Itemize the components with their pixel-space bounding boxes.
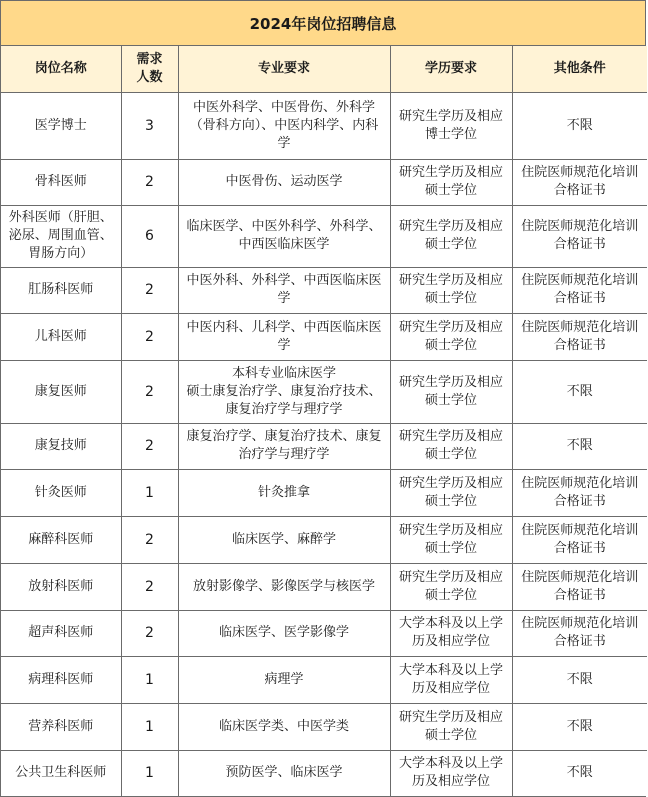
cell-education: 大学本科及以上学历及相应学位 bbox=[390, 656, 512, 703]
table-row bbox=[1, 360, 647, 423]
table-row bbox=[1, 656, 647, 703]
header-count bbox=[121, 46, 178, 92]
cell-position: 超声科医师 bbox=[1, 610, 121, 656]
cell-other: 住院医师规范化培训合格证书 bbox=[512, 610, 647, 656]
cell-other: 住院医师规范化培训合格证书 bbox=[512, 267, 647, 313]
cell-other: 不限 bbox=[512, 703, 647, 750]
cell-major: 康复治疗学、康复治疗技术、康复治疗学与理疗学 bbox=[178, 423, 390, 469]
cell-major: 中医外科学、中医骨伤、外科学（骨科方向）、中医内科学、内科学 bbox=[178, 92, 390, 159]
cell-other: 不限 bbox=[512, 423, 647, 469]
cell-major: 放射影像学、影像医学与核医学 bbox=[178, 563, 390, 610]
table-row bbox=[1, 423, 647, 469]
cell-position: 康复医师 bbox=[1, 360, 121, 423]
table-row bbox=[1, 159, 647, 205]
table-row bbox=[1, 469, 647, 516]
cell-major bbox=[178, 360, 390, 423]
cell-count: 2 bbox=[121, 610, 178, 656]
cell-count: 1 bbox=[121, 469, 178, 516]
cell-count: 2 bbox=[121, 267, 178, 313]
cell-major: 临床医学、麻醉学 bbox=[178, 516, 390, 563]
table-title: 2024年岗位招聘信息 bbox=[1, 1, 645, 46]
cell-other: 住院医师规范化培训合格证书 bbox=[512, 516, 647, 563]
cell-position: 外科医师（肝胆、泌尿、周围血管、胃肠方向） bbox=[1, 205, 121, 267]
table-row bbox=[1, 750, 647, 796]
table-row bbox=[1, 563, 647, 610]
cell-count: 1 bbox=[121, 703, 178, 750]
cell-position: 医学博士 bbox=[1, 92, 121, 159]
cell-major-line2: 硕士康复治疗学、康复治疗技术、康复治疗学与理疗学 bbox=[186, 383, 382, 417]
table-row bbox=[1, 703, 647, 750]
cell-count: 2 bbox=[121, 313, 178, 360]
cell-education: 研究生学历及相应硕士学位 bbox=[390, 267, 512, 313]
cell-other: 不限 bbox=[512, 92, 647, 159]
cell-other: 不限 bbox=[512, 656, 647, 703]
table-row bbox=[1, 516, 647, 563]
header-count-line2: 人数 bbox=[136, 69, 163, 85]
cell-education: 研究生学历及相应硕士学位 bbox=[390, 516, 512, 563]
cell-other: 住院医师规范化培训合格证书 bbox=[512, 313, 647, 360]
cell-major: 针灸推拿 bbox=[178, 469, 390, 516]
header-major: 专业要求 bbox=[178, 46, 390, 92]
cell-education: 大学本科及以上学历及相应学位 bbox=[390, 610, 512, 656]
cell-education: 研究生学历及相应硕士学位 bbox=[390, 469, 512, 516]
cell-position: 针灸医师 bbox=[1, 469, 121, 516]
header-education: 学历要求 bbox=[390, 46, 512, 92]
cell-position: 儿科医师 bbox=[1, 313, 121, 360]
cell-other: 住院医师规范化培训合格证书 bbox=[512, 205, 647, 267]
cell-count: 2 bbox=[121, 516, 178, 563]
cell-education: 研究生学历及相应硕士学位 bbox=[390, 205, 512, 267]
cell-position: 公共卫生科医师 bbox=[1, 750, 121, 796]
cell-position: 营养科医师 bbox=[1, 703, 121, 750]
cell-major: 病理学 bbox=[178, 656, 390, 703]
cell-position: 放射科医师 bbox=[1, 563, 121, 610]
cell-position: 骨科医师 bbox=[1, 159, 121, 205]
table-row bbox=[1, 92, 647, 159]
table-row bbox=[1, 205, 647, 267]
cell-count: 2 bbox=[121, 159, 178, 205]
cell-education: 研究生学历及相应博士学位 bbox=[390, 92, 512, 159]
cell-other: 住院医师规范化培训合格证书 bbox=[512, 469, 647, 516]
header-row bbox=[1, 46, 647, 92]
table-row bbox=[1, 267, 647, 313]
cell-count: 2 bbox=[121, 423, 178, 469]
cell-major-line1: 本科专业临床医学 bbox=[231, 365, 336, 381]
cell-major: 预防医学、临床医学 bbox=[178, 750, 390, 796]
cell-count: 1 bbox=[121, 750, 178, 796]
cell-position: 康复技师 bbox=[1, 423, 121, 469]
recruitment-grid bbox=[1, 46, 647, 796]
cell-education: 研究生学历及相应硕士学位 bbox=[390, 563, 512, 610]
cell-other: 不限 bbox=[512, 360, 647, 423]
cell-education: 研究生学历及相应硕士学位 bbox=[390, 423, 512, 469]
cell-count: 2 bbox=[121, 360, 178, 423]
cell-count: 2 bbox=[121, 563, 178, 610]
cell-education: 研究生学历及相应硕士学位 bbox=[390, 360, 512, 423]
header-other: 其他条件 bbox=[512, 46, 647, 92]
cell-major: 中医内科、儿科学、中西医临床医学 bbox=[178, 313, 390, 360]
cell-count: 1 bbox=[121, 656, 178, 703]
cell-count: 6 bbox=[121, 205, 178, 267]
cell-education: 大学本科及以上学历及相应学位 bbox=[390, 750, 512, 796]
cell-position: 麻醉科医师 bbox=[1, 516, 121, 563]
cell-other: 住院医师规范化培训合格证书 bbox=[512, 159, 647, 205]
cell-education: 研究生学历及相应硕士学位 bbox=[390, 703, 512, 750]
table-row bbox=[1, 610, 647, 656]
cell-major: 中医骨伤、运动医学 bbox=[178, 159, 390, 205]
cell-major: 临床医学类、中医学类 bbox=[178, 703, 390, 750]
cell-other: 住院医师规范化培训合格证书 bbox=[512, 563, 647, 610]
cell-major: 临床医学、中医外科学、外科学、中西医临床医学 bbox=[178, 205, 390, 267]
cell-major: 临床医学、医学影像学 bbox=[178, 610, 390, 656]
cell-other: 不限 bbox=[512, 750, 647, 796]
table-row bbox=[1, 313, 647, 360]
header-count-line1: 需求 bbox=[136, 51, 163, 67]
cell-position: 肛肠科医师 bbox=[1, 267, 121, 313]
cell-major: 中医外科、外科学、中西医临床医学 bbox=[178, 267, 390, 313]
cell-education: 研究生学历及相应硕士学位 bbox=[390, 159, 512, 205]
cell-position: 病理科医师 bbox=[1, 656, 121, 703]
header-position: 岗位名称 bbox=[1, 46, 121, 92]
cell-count: 3 bbox=[121, 92, 178, 159]
cell-education: 研究生学历及相应硕士学位 bbox=[390, 313, 512, 360]
